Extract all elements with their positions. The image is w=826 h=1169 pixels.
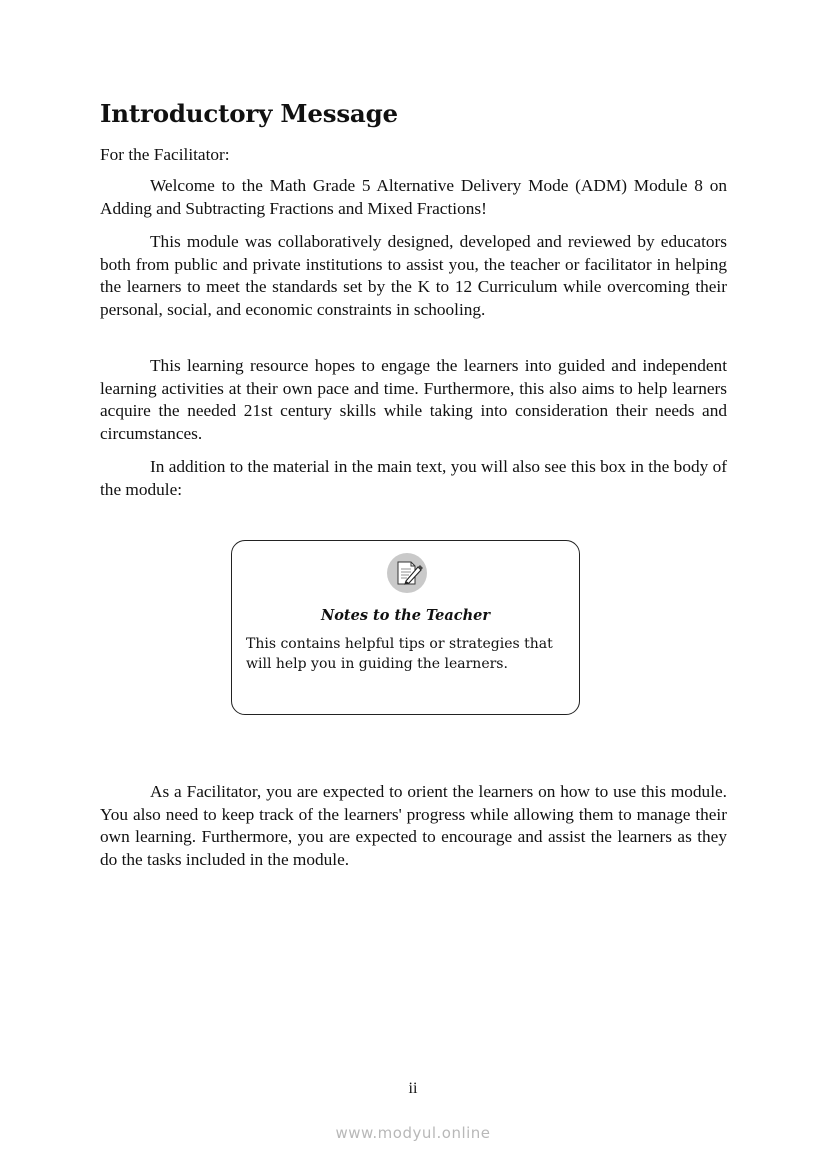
notepad-pencil-icon xyxy=(387,553,427,593)
page-title: Introductory Message xyxy=(100,99,398,128)
paragraph-module-design: This module was collaboratively designed, developed and reviewed by educators both from public and private institutions to assist you, the teacher or facilitator in helping the learners to meet the standards set by the K to 12 Curriculum while overcoming their personal, social, and economic constraints in schooling. xyxy=(100,232,727,319)
salutation: For the Facilitator: xyxy=(100,145,230,164)
notes-box-text: This contains helpful tips or strategies that will help you in guiding the learners. xyxy=(246,636,553,672)
page-number: ii xyxy=(408,1080,418,1097)
paragraph-facilitator-role: As a Facilitator, you are expected to orient the learners on how to use this module. You also need to keep track of the learners' progress while allowing them to manage their own learning. Furthermore, you are expected to encourage and assist the learners as they do the tasks included in the module. xyxy=(100,782,727,869)
paragraph-box-intro: In addition to the material in the main text, you will also see this box in the body of the module: xyxy=(100,457,727,499)
paragraph-welcome: Welcome to the Math Grade 5 Alternative Delivery Mode (ADM) Module 8 on Adding and Subtracting Fractions and Mixed Fractions! xyxy=(100,176,727,218)
notes-to-teacher-box xyxy=(231,540,580,715)
paragraph-learning-resource: This learning resource hopes to engage the learners into guided and independent learning activities at their own pace and time. Furthermore, this also aims to help learners acquire the needed 21st century skills while taking into consideration their needs and circumstances. xyxy=(100,356,727,443)
notes-box-title: Notes to the Teacher xyxy=(321,607,490,624)
watermark: www.modyul.online xyxy=(335,1124,491,1142)
